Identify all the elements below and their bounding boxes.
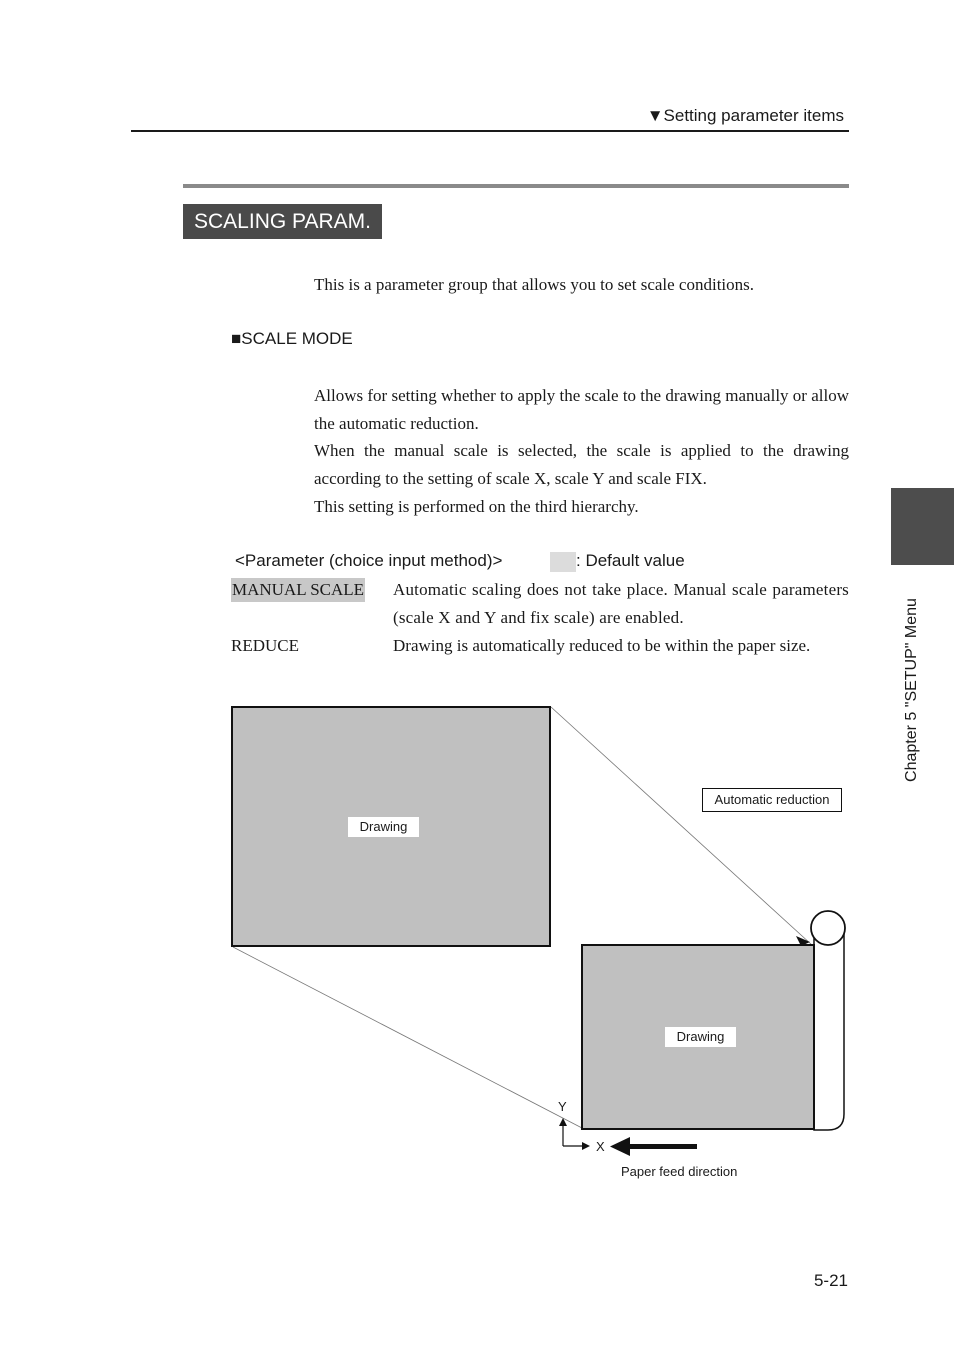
paper-roll-end (811, 911, 845, 945)
x-axis-label: X (596, 1139, 605, 1154)
projection-line-top (551, 707, 812, 945)
triangle-down-icon: ▼ (646, 106, 664, 125)
running-header-title: Setting parameter items (663, 106, 844, 125)
page-number: 5-21 (813, 1271, 848, 1290)
projection-line-bottom (233, 947, 582, 1128)
description-paragraph: Allows for setting whether to apply the scale to the drawing manually or allow the automatic reduction. (314, 386, 849, 433)
chapter-side-label-text: Chapter 5 "SETUP" Menu (903, 598, 920, 782)
y-axis-label: Y (558, 1099, 567, 1114)
section-title: SCALING PARAM. (183, 204, 382, 239)
default-value-legend: : Default value (576, 551, 685, 570)
option-name-reduce: REDUCE (231, 636, 299, 655)
option-description-manual-scale: Automatic scaling does not take place. Manual scale parameters (scale X and Y and fix scale) are enabled. (393, 580, 849, 627)
description-paragraph: When the manual scale is selected, the scale is applied to the drawing according to the setting of scale X, scale Y and scale FIX. (314, 441, 849, 489)
square-bullet-icon: ■ (231, 329, 242, 348)
description-paragraph: This setting is performed on the third hierarchy. (314, 496, 639, 516)
paper-feed-label: Paper feed direction (621, 1164, 738, 1179)
intro-paragraph: This is a parameter group that allows you to set scale conditions. (314, 275, 755, 294)
reduced-drawing-label: Drawing (665, 1027, 736, 1047)
drawing-label: Drawing (348, 817, 419, 837)
automatic-reduction-callout: Automatic reduction (702, 788, 842, 812)
option-name-manual-scale: MANUAL SCALE (231, 578, 365, 602)
feed-direction-arrow-icon (610, 1137, 630, 1156)
feed-arrow-shaft (626, 1144, 697, 1149)
paper-roll-side (814, 929, 844, 1130)
option-description-reduce: Drawing is automatically reduced to be within the paper size. (393, 636, 811, 655)
parameter-header: <Parameter (choice input method)> (235, 551, 503, 570)
scale-mode-heading-text: SCALE MODE (241, 329, 353, 348)
